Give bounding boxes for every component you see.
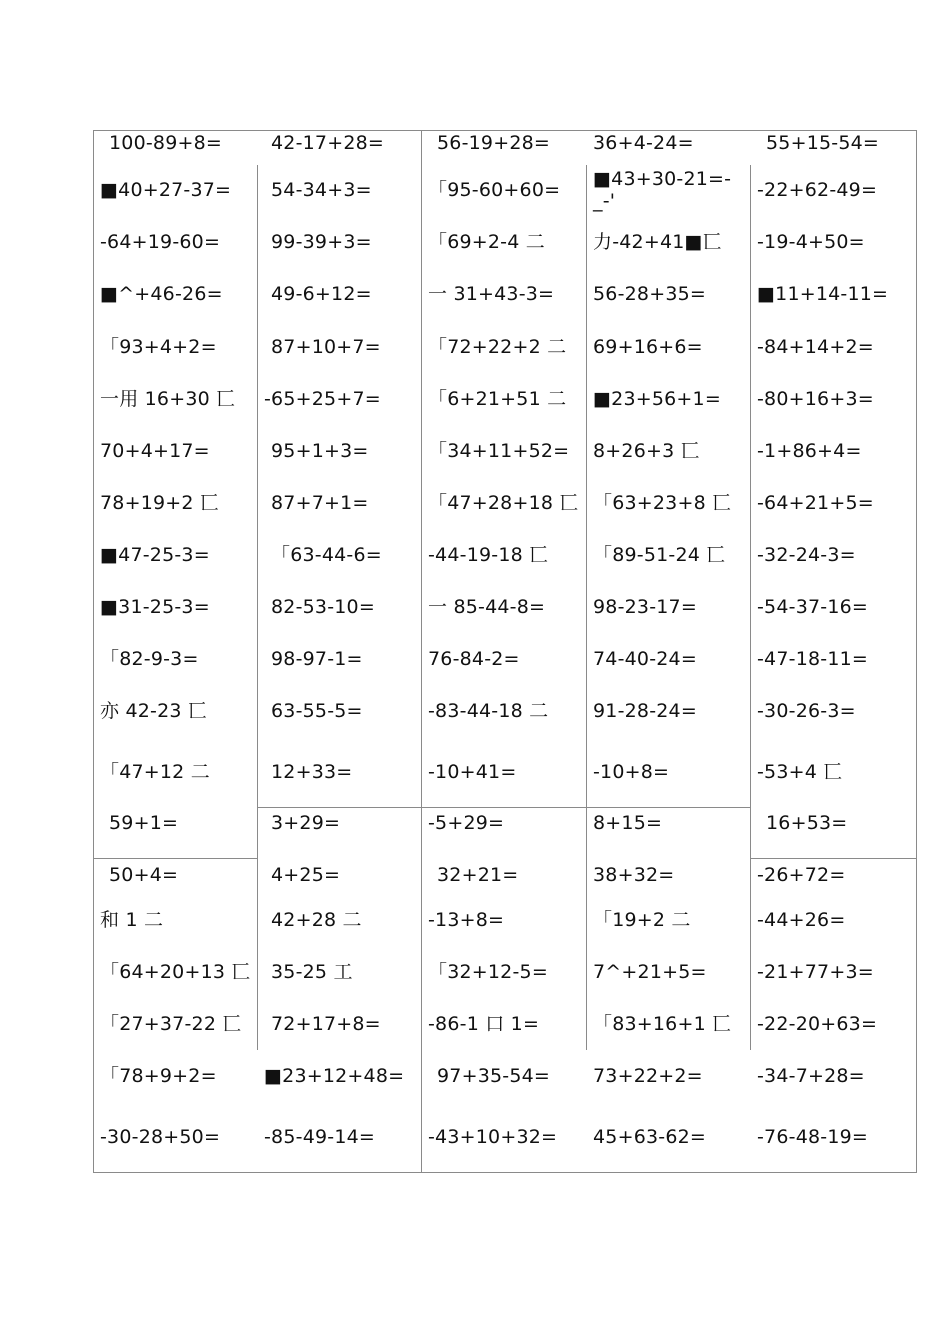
problem: -53+4 匸 bbox=[757, 761, 843, 783]
divider-col4-col5 bbox=[750, 165, 751, 1050]
problem: 和 1 二 bbox=[100, 909, 164, 931]
problem: 3+29= bbox=[271, 812, 341, 834]
problem: -1+86+4= bbox=[757, 440, 862, 462]
problem: -43+10+32= bbox=[428, 1126, 558, 1148]
problem: 87+10+7= bbox=[271, 336, 381, 358]
problem: -32-24-3= bbox=[757, 544, 856, 566]
problem: 100-89+8= bbox=[109, 132, 223, 154]
problem: 45+63-62= bbox=[593, 1126, 707, 1148]
problem: 63-55-5= bbox=[271, 700, 363, 722]
problem: 70+4+17= bbox=[100, 440, 210, 462]
problem: 97+35-54= bbox=[437, 1065, 551, 1087]
problem: 99-39+3= bbox=[271, 231, 372, 253]
column-4 bbox=[593, 130, 749, 1173]
problem: 69+16+6= bbox=[593, 336, 703, 358]
problem: 力-42+41■匸 bbox=[593, 231, 722, 253]
problem: 「63+23+8 匸 bbox=[593, 492, 732, 514]
problem: -54-37-16= bbox=[757, 596, 869, 618]
problem: 「89-51-24 匸 bbox=[593, 544, 726, 566]
problem: -80+16+3= bbox=[757, 388, 874, 410]
problem: 「69+2-4 二 bbox=[428, 231, 545, 253]
problem: 「64+20+13 匸 bbox=[100, 961, 251, 983]
problem: -34-7+28= bbox=[757, 1065, 865, 1087]
problem: 4+25= bbox=[271, 864, 341, 886]
problem: 一 85-44-8= bbox=[428, 596, 546, 618]
problem: 73+22+2= bbox=[593, 1065, 703, 1087]
problem: 一用 16+30 匸 bbox=[100, 388, 236, 410]
problem: -44+26= bbox=[757, 909, 846, 931]
problem: -85-49-14= bbox=[264, 1126, 376, 1148]
problem: 74-40-24= bbox=[593, 648, 697, 670]
problem: ■31-25-3= bbox=[100, 596, 210, 618]
problem: 36+4-24= bbox=[593, 132, 694, 154]
problem: 98-23-17= bbox=[593, 596, 697, 618]
problem: 「72+22+2 二 bbox=[428, 336, 567, 358]
problem: 8+15= bbox=[593, 812, 663, 834]
problem: -22+62-49= bbox=[757, 179, 878, 201]
problem: 49-6+12= bbox=[271, 283, 372, 305]
problem: 8+26+3 匸 bbox=[593, 440, 700, 462]
problem: -84+14+2= bbox=[757, 336, 874, 358]
problem: -44-19-18 匸 bbox=[428, 544, 549, 566]
problem: 95+1+3= bbox=[271, 440, 369, 462]
problem: -13+8= bbox=[428, 909, 505, 931]
problem: ■43+30-21=-_-' bbox=[593, 168, 732, 212]
problem: 54-34+3= bbox=[271, 179, 372, 201]
problem: 「78+9+2= bbox=[100, 1065, 217, 1087]
divider-col3-col4 bbox=[586, 165, 587, 1050]
worksheet bbox=[93, 130, 917, 1173]
problem: 82-53-10= bbox=[271, 596, 375, 618]
problem: -64+19-60= bbox=[100, 231, 221, 253]
problem: 12+33= bbox=[271, 761, 353, 783]
problem: -86-1 口 1= bbox=[428, 1013, 540, 1035]
column-5 bbox=[757, 130, 913, 1173]
problem: 98-97-1= bbox=[271, 648, 363, 670]
problem: 「27+37-22 匸 bbox=[100, 1013, 242, 1035]
problem: 7^+21+5= bbox=[593, 961, 707, 983]
problem: ■40+27-37= bbox=[100, 179, 232, 201]
problem: 一 31+43-3= bbox=[428, 283, 555, 305]
problem: ■^+46-26= bbox=[100, 283, 223, 305]
problem: ■11+14-11= bbox=[757, 283, 889, 305]
problem: 50+4= bbox=[109, 864, 179, 886]
problem: 「19+2 二 bbox=[593, 909, 691, 931]
problem: 42-17+28= bbox=[271, 132, 385, 154]
problem: ■23+56+1= bbox=[593, 388, 721, 410]
problem: 38+32= bbox=[593, 864, 675, 886]
column-1 bbox=[100, 130, 256, 1173]
problem: -10+41= bbox=[428, 761, 517, 783]
problem: 「82-9-3= bbox=[100, 648, 199, 670]
problem: 「93+4+2= bbox=[100, 336, 217, 358]
problem: 「6+21+51 二 bbox=[428, 388, 567, 410]
problem: 91-28-24= bbox=[593, 700, 697, 722]
divider-col1-col2 bbox=[257, 165, 258, 1050]
column-3 bbox=[428, 130, 584, 1173]
problem: 87+7+1= bbox=[271, 492, 369, 514]
divider-col2-col3 bbox=[421, 130, 422, 1173]
problem: -47-18-11= bbox=[757, 648, 869, 670]
problem: 「63-44-6= bbox=[271, 544, 382, 566]
problem: ■23+12+48= bbox=[264, 1065, 405, 1087]
problem: 16+53= bbox=[766, 812, 848, 834]
problem: 78+19+2 匸 bbox=[100, 492, 220, 514]
problem: -30-26-3= bbox=[757, 700, 856, 722]
problem: -30-28+50= bbox=[100, 1126, 221, 1148]
problem: 42+28 二 bbox=[271, 909, 362, 931]
problem: 35-25 工 bbox=[271, 961, 353, 983]
problem: -5+29= bbox=[428, 812, 505, 834]
problem: -21+77+3= bbox=[757, 961, 874, 983]
problem: 「34+11+52= bbox=[428, 440, 570, 462]
problem: 72+17+8= bbox=[271, 1013, 381, 1035]
problem: -22-20+63= bbox=[757, 1013, 878, 1035]
problem: 55+15-54= bbox=[766, 132, 880, 154]
problem: -64+21+5= bbox=[757, 492, 874, 514]
problem: -65+25+7= bbox=[264, 388, 381, 410]
problem: 「95-60+60= bbox=[428, 179, 561, 201]
problem: -19-4+50= bbox=[757, 231, 865, 253]
problem: 56-19+28= bbox=[437, 132, 551, 154]
problem: 76-84-2= bbox=[428, 648, 520, 670]
problem: -76-48-19= bbox=[757, 1126, 869, 1148]
problem: 56-28+35= bbox=[593, 283, 707, 305]
problem: 59+1= bbox=[109, 812, 179, 834]
problem: -10+8= bbox=[593, 761, 670, 783]
problem: 「83+16+1 匸 bbox=[593, 1013, 732, 1035]
problem: -83-44-18 二 bbox=[428, 700, 549, 722]
problem: 32+21= bbox=[437, 864, 519, 886]
column-2 bbox=[264, 130, 420, 1173]
problem: ■47-25-3= bbox=[100, 544, 210, 566]
problem: 「47+28+18 匸 bbox=[428, 492, 579, 514]
problem: 亦 42-23 匸 bbox=[100, 700, 208, 722]
problem: 「47+12 二 bbox=[100, 761, 210, 783]
problem: 「32+12-5= bbox=[428, 961, 548, 983]
problem: -26+72= bbox=[757, 864, 846, 886]
